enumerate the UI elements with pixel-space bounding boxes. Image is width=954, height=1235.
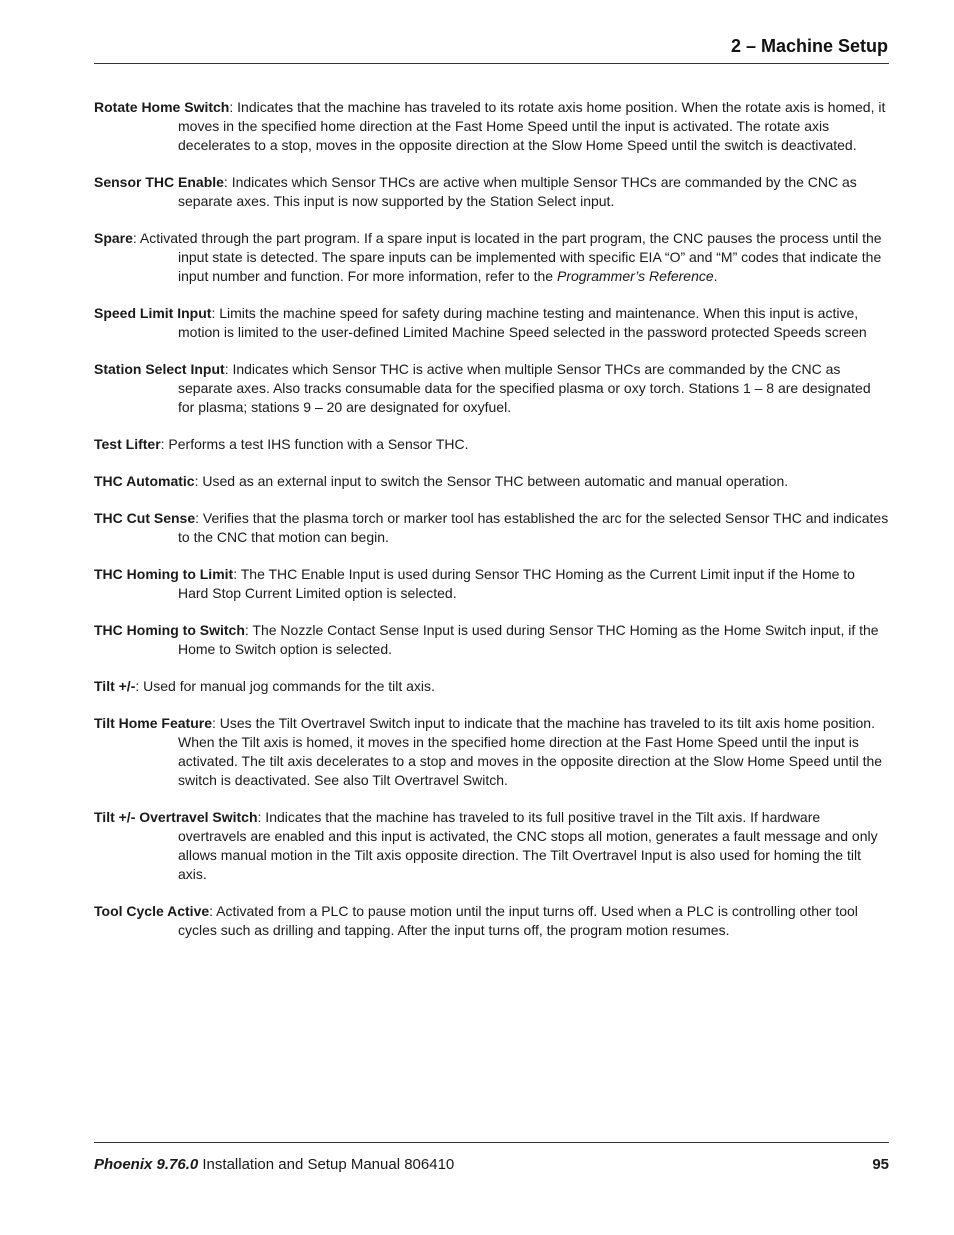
page-number: 95: [872, 1156, 889, 1173]
entry-term: THC Homing to Switch: [94, 622, 245, 638]
entry-term: Speed Limit Input: [94, 305, 212, 321]
footer-product: Phoenix 9.76.0: [94, 1156, 199, 1173]
definition-entry: [94, 565, 889, 603]
entry-term: Tilt Home Feature: [94, 715, 212, 731]
entry-text: : Indicates that the machine has traveled to its full positive travel in the Tilt axis. If hardware overtravels are enabled and this input is activated, the CNC stops all motion, generates a fault message and only allows manual motion in the Tilt axis opposite direction. The Tilt Overtravel Input is also used for homing the tilt axis.: [178, 809, 878, 882]
definition-entry: [94, 808, 889, 884]
entry-text: : Indicates which Sensor THC is active when multiple Sensor THCs are commanded by the CNC as separate axes. Also tracks consumable data for the specified plasma or oxy torch. Stations 1 – 8 are designated for plasma; stations 9 – 20 are designated for oxyfuel.: [178, 361, 871, 415]
entry-text: : Verifies that the plasma torch or marker tool has established the arc for the selected Sensor THC and indicates to the CNC that motion can begin.: [178, 510, 889, 545]
definition-entry: [94, 229, 889, 286]
footer-divider: [94, 1142, 889, 1143]
entry-term: THC Automatic: [94, 473, 195, 489]
entry-term: Test Lifter: [94, 436, 161, 452]
definition-entry: [94, 621, 889, 659]
entry-term: Rotate Home Switch: [94, 99, 230, 115]
entry-term: Spare: [94, 230, 133, 246]
definition-entry: [94, 472, 889, 491]
entry-text: : Used as an external input to switch the Sensor THC between automatic and manual operation.: [194, 473, 789, 489]
entry-reference: Programmer’s Reference: [556, 268, 714, 284]
definition-list: [94, 98, 889, 958]
entry-text: : Performs a test IHS function with a Sensor THC.: [160, 436, 469, 452]
entry-term: Tilt +/-: [94, 678, 136, 694]
entry-text: : Indicates that the machine has traveled to its rotate axis home position. When the rotate axis is homed, it moves in the specified home direction at the Fast Home Speed until the input is activated. The rotate axis decelerates to a stop, moves in the opposite direction at the Slow Home Speed until the switch is deactivated.: [178, 99, 886, 153]
definition-entry: [94, 360, 889, 417]
entry-text: : Limits the machine speed for safety during machine testing and maintenance. When this input is active, motion is limited to the user-defined Limited Machine Speed selected in the password protected Speeds screen: [178, 305, 867, 340]
definition-entry: [94, 714, 889, 790]
header-divider: [94, 63, 889, 64]
entry-text: : Activated through the part program. If a spare input is located in the part program, the CNC pauses the process until the input state is detected. The spare inputs can be implemented with specific EIA “O” and “M” codes that indicate the input number and function. For more information, refer to the: [132, 230, 882, 284]
entry-text: : Used for manual jog commands for the tilt axis.: [135, 678, 435, 694]
entry-text: : Uses the Tilt Overtravel Switch input to indicate that the machine has traveled to its tilt axis home position. When the Tilt axis is homed, it moves in the specified home direction at the Fast Home Speed until the input is activated. The tilt axis decelerates to a stop and moves in the opposite direction at the Slow Home Speed until the switch is deactivated. See also Tilt Overtravel Switch.: [178, 715, 883, 788]
entry-term: THC Cut Sense: [94, 510, 196, 526]
entry-term: Station Select Input: [94, 361, 225, 377]
entry-text: : The Nozzle Contact Sense Input is used during Sensor THC Homing as the Home Switch input, if the Home to Switch option is selected.: [178, 622, 879, 657]
section-title: 2 – Machine Setup: [730, 36, 888, 56]
entry-term: Tool Cycle Active: [94, 903, 210, 919]
definition-entry: [94, 98, 889, 155]
definition-entry: [94, 435, 889, 454]
definition-entry: [94, 902, 889, 940]
page-footer: [94, 1156, 889, 1173]
entry-term: THC Homing to Limit: [94, 566, 234, 582]
entry-text: : Indicates which Sensor THCs are active when multiple Sensor THCs are commanded by the CNC as separate axes. This input is now supported by the Station Select input.: [178, 174, 857, 209]
entry-term: Sensor THC Enable: [94, 174, 224, 190]
definition-entry: [94, 509, 889, 547]
entry-text-end: .: [713, 268, 718, 284]
entry-text: : Activated from a PLC to pause motion until the input turns off. Used when a PLC is controlling other tool cycles such as drilling and tapping. After the input turns off, the program motion resumes.: [178, 903, 858, 938]
footer-manual-title: Installation and Setup Manual 806410: [202, 1156, 455, 1173]
definition-entry: [94, 304, 889, 342]
entry-text: : The THC Enable Input is used during Sensor THC Homing as the Current Limit input if the Home to Hard Stop Current Limited option is selected.: [178, 566, 855, 601]
definition-entry: [94, 677, 889, 696]
definition-entry: [94, 173, 889, 211]
entry-term: Tilt +/- Overtravel Switch: [94, 809, 258, 825]
